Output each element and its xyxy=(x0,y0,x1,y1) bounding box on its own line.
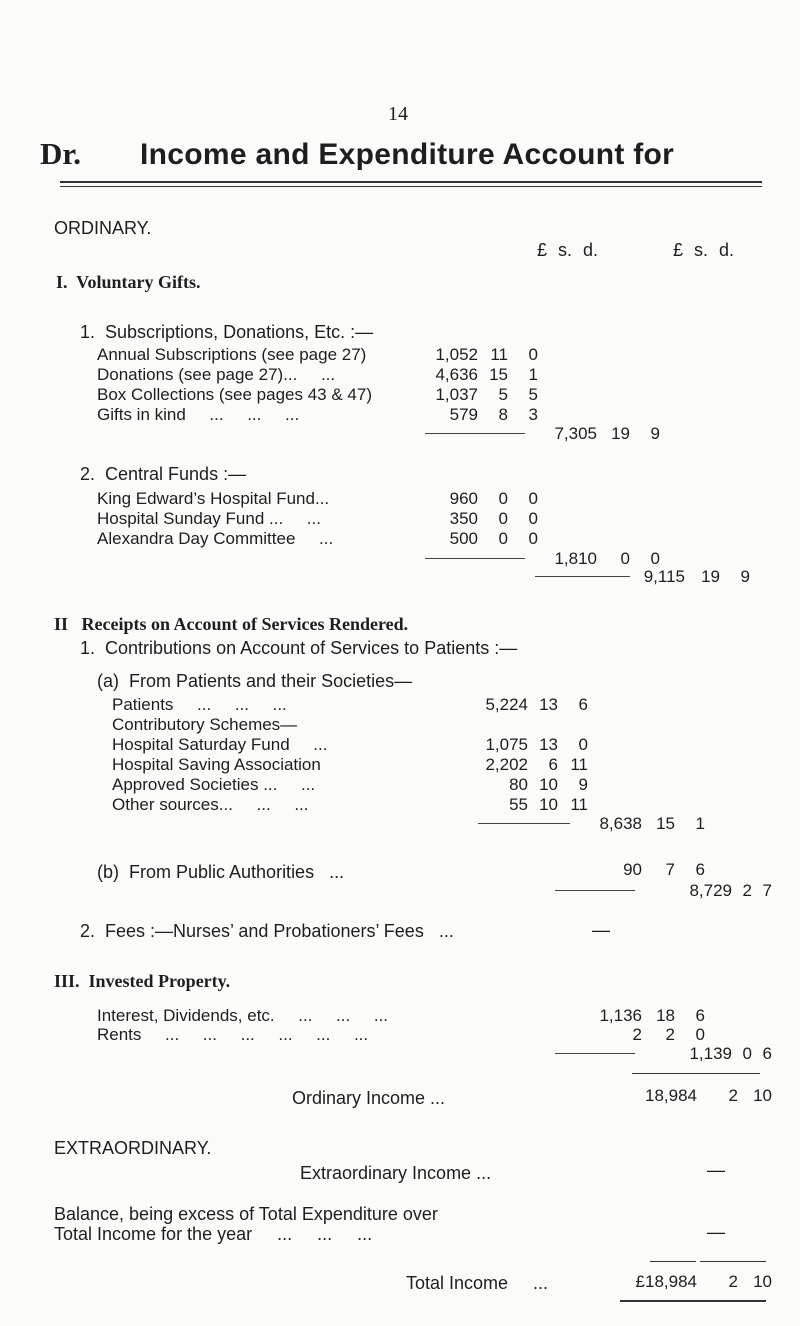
row-pence: 0 xyxy=(528,489,538,508)
row-pence: 11 xyxy=(570,795,588,814)
col-header-1: £ s. d. xyxy=(537,240,599,260)
row-pounds: 1,037 xyxy=(435,385,478,404)
total-income-shillings: 2 xyxy=(728,1272,738,1291)
subtotal-pence: 1 xyxy=(695,814,705,833)
section-total-shillings: 2 xyxy=(742,881,752,900)
row-shillings: 10 xyxy=(539,775,558,794)
row-pence: 5 xyxy=(528,385,538,404)
extraordinary-income-label: Extraordinary Income ... xyxy=(300,1163,492,1183)
ordinary-income-pence: 10 xyxy=(753,1086,772,1105)
subtotal-shillings: 15 xyxy=(656,814,675,833)
subtotal-pounds: 7,305 xyxy=(554,424,597,443)
balance-line-2: Total Income for the year ... ... ... xyxy=(54,1224,373,1244)
ordinary-income-pounds: 18,984 xyxy=(645,1086,697,1105)
row-label: Hospital Saving Association xyxy=(112,755,321,774)
section-title-invested-property: III. Invested Property. xyxy=(54,971,231,991)
subsection-contributions: 1. Contributions on Account of Services to Patients :— xyxy=(80,638,518,658)
ordinary-income-shillings: 2 xyxy=(728,1086,738,1105)
row-pence: 0 xyxy=(528,345,538,364)
row-label: King Edward’s Hospital Fund... xyxy=(97,489,330,508)
section-total-pounds: 9,115 xyxy=(643,567,685,586)
total-income-rule-bottom xyxy=(620,1300,766,1302)
subsection-a-label: (a) From Patients and their Societies— xyxy=(97,671,413,691)
row-shillings: 13 xyxy=(539,695,558,714)
row-shillings: 0 xyxy=(498,529,508,548)
total-dash xyxy=(535,576,630,577)
section-total-pence: 9 xyxy=(740,567,750,586)
page-number: 14 xyxy=(388,103,408,125)
total-income-label: Total Income ... xyxy=(406,1273,549,1293)
row-label: Donations (see page 27)... ... xyxy=(97,365,336,384)
ordinary-income-label: Ordinary Income ... xyxy=(292,1088,446,1108)
row-pence: 0 xyxy=(578,735,588,754)
row-pence: 0 xyxy=(695,1025,705,1044)
row-label: Interest, Dividends, etc. ... ... ... xyxy=(97,1006,388,1025)
subtotal-dash xyxy=(425,558,525,559)
section-title-receipts: II Receipts on Account of Services Rendered. xyxy=(54,614,409,634)
row-pence: 3 xyxy=(528,405,538,424)
section-total-pounds: 1,139 xyxy=(689,1044,732,1063)
subtotal-pounds: 1,810 xyxy=(554,549,597,568)
subtotal-shillings: 19 xyxy=(611,424,630,443)
total-income-rule-top-2 xyxy=(700,1261,766,1262)
col-header-2: £ s. d. xyxy=(673,240,735,260)
contributory-schemes-label: Contributory Schemes— xyxy=(112,715,298,734)
section-total-shillings: 19 xyxy=(701,567,720,586)
row-shillings: 0 xyxy=(498,509,508,528)
row-pounds: 579 xyxy=(449,405,478,424)
subtotal-pence: 0 xyxy=(650,549,660,568)
row-pounds: 2 xyxy=(632,1025,642,1044)
row-label: Patients ... ... ... xyxy=(112,695,287,714)
section-title-voluntary-gifts: I. Voluntary Gifts. xyxy=(56,272,201,292)
row-pounds: 80 xyxy=(509,775,528,794)
section-ordinary: ORDINARY. xyxy=(54,218,152,238)
extraordinary-income-value: — xyxy=(707,1160,725,1180)
row-pence: 6 xyxy=(578,695,588,714)
row-pence: 1 xyxy=(528,365,538,384)
row-shillings: 0 xyxy=(498,489,508,508)
balance-line-1: Balance, being excess of Total Expenditure over xyxy=(54,1204,438,1224)
row-shillings: 5 xyxy=(498,385,508,404)
row-pounds: 350 xyxy=(449,509,478,528)
row-pounds: 5,224 xyxy=(485,695,528,714)
row-shillings: 7 xyxy=(665,860,675,879)
row-shillings: 15 xyxy=(489,365,508,384)
row-shillings: 18 xyxy=(656,1006,675,1025)
header-rule-top xyxy=(60,181,762,183)
row-pounds: 1,075 xyxy=(485,735,528,754)
row-pounds: 1,136 xyxy=(599,1006,642,1025)
row-pounds: 2,202 xyxy=(485,755,528,774)
row-pence: 6 xyxy=(695,1006,705,1025)
row-pounds: 500 xyxy=(449,529,478,548)
section-total-shillings: 0 xyxy=(742,1044,752,1063)
total-income-rule-top xyxy=(650,1261,696,1262)
row-pence: 9 xyxy=(578,775,588,794)
row-label: Hospital Sunday Fund ... ... xyxy=(97,509,321,528)
total-income-pence: 10 xyxy=(753,1272,772,1291)
section-total-pence: 7 xyxy=(762,881,772,900)
row-shillings: 2 xyxy=(665,1025,675,1044)
subsection-b-label: (b) From Public Authorities ... xyxy=(97,862,345,882)
section-total-pence: 6 xyxy=(762,1044,772,1063)
subtotal-pence: 9 xyxy=(650,424,660,443)
row-label: Gifts in kind ... ... ... xyxy=(97,405,300,424)
section-total-pounds: 8,729 xyxy=(689,881,732,900)
row-pounds: 4,636 xyxy=(435,365,478,384)
subtotal-dash xyxy=(425,433,525,434)
header-rule-bottom xyxy=(60,186,762,187)
row-shillings: 8 xyxy=(498,405,508,424)
subtotal-shillings: 0 xyxy=(620,549,630,568)
row-label: Box Collections (see pages 43 & 47) xyxy=(97,385,372,404)
row-pence: 6 xyxy=(695,860,705,879)
row-pence: 11 xyxy=(570,755,588,774)
row-label: Annual Subscriptions (see page 27) xyxy=(97,345,367,364)
subtotal-pounds: 8,638 xyxy=(599,814,642,833)
subsection-subscriptions: 1. Subscriptions, Donations, Etc. :— xyxy=(80,322,374,342)
fees-value: — xyxy=(592,920,610,940)
row-label: Alexandra Day Committee ... xyxy=(97,529,334,548)
total-income-pounds: £18,984 xyxy=(635,1272,697,1291)
subtotal-dash xyxy=(478,823,570,824)
section-extraordinary: EXTRAORDINARY. xyxy=(54,1138,212,1158)
header-dr: Dr. xyxy=(40,136,82,171)
row-pounds: 960 xyxy=(449,489,478,508)
row-pounds: 90 xyxy=(623,860,642,879)
fees-label: 2. Fees :—Nurses’ and Probationers’ Fees ... xyxy=(80,921,454,941)
ordinary-income-rule xyxy=(632,1073,760,1074)
row-pence: 0 xyxy=(528,509,538,528)
row-label: Hospital Saturday Fund ... xyxy=(112,735,328,754)
row-label: Rents ... ... ... ... ... ... xyxy=(97,1025,369,1044)
total-dash xyxy=(555,1053,635,1054)
row-shillings: 10 xyxy=(539,795,558,814)
row-pounds: 55 xyxy=(509,795,528,814)
row-shillings: 6 xyxy=(548,755,558,774)
page-title: Income and Expenditure Account for xyxy=(140,138,675,171)
balance-value: — xyxy=(707,1222,725,1242)
row-shillings: 13 xyxy=(539,735,558,754)
subsection-central-funds: 2. Central Funds :— xyxy=(80,464,247,484)
row-shillings: 11 xyxy=(490,345,508,364)
row-label: Other sources... ... ... xyxy=(112,795,309,814)
row-pounds: 1,052 xyxy=(435,345,478,364)
row-pence: 0 xyxy=(528,529,538,548)
total-dash xyxy=(555,890,635,891)
row-label: Approved Societies ... ... xyxy=(112,775,316,794)
